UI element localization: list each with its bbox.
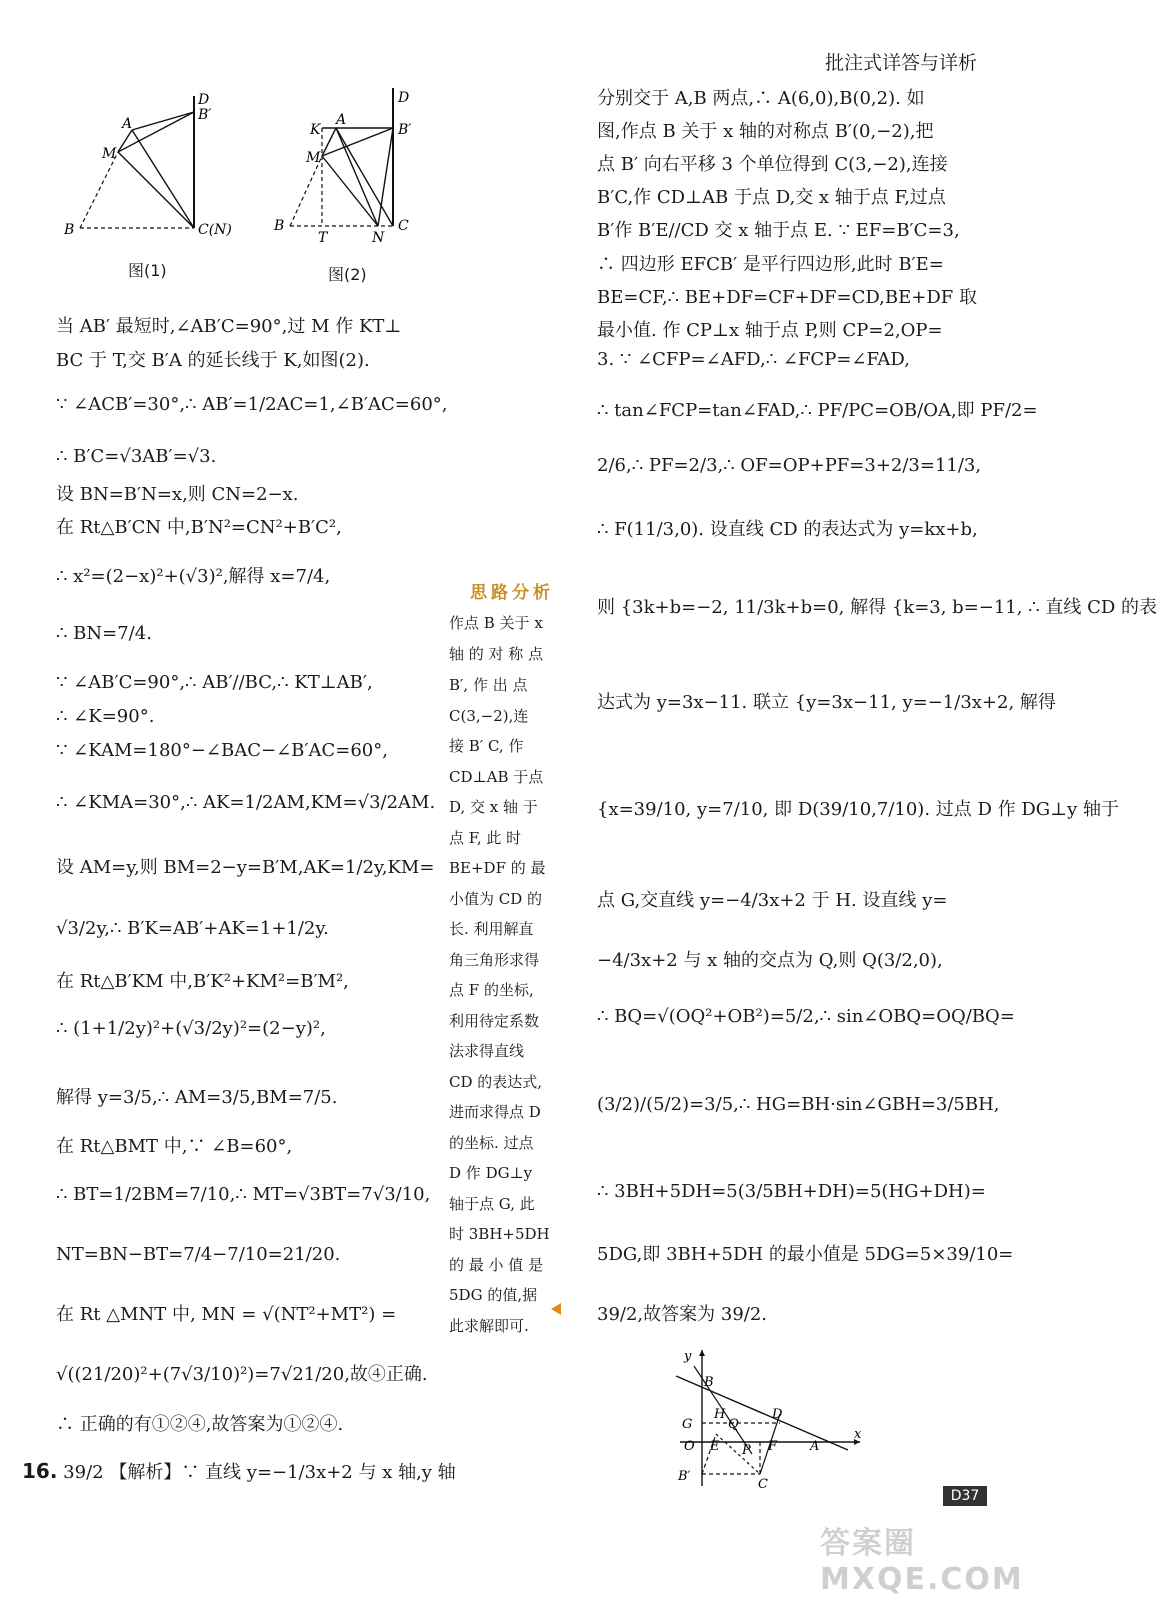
fig1-label-A: A <box>122 116 133 132</box>
left-line: BC 于 T,交 B′A 的延长线于 K,如图(2). <box>56 350 370 371</box>
figure-2-caption: 图(2) <box>328 265 367 284</box>
left-line: ∴ 正确的有①②④,故答案为①②④. <box>56 1414 344 1435</box>
sidebar-arrow-icon <box>551 1303 561 1315</box>
fig3-label-D: D <box>772 1407 783 1422</box>
sidebar-line: D 作 DG⊥y <box>449 1164 533 1182</box>
sidebar-line: C(3,−2),连 <box>449 707 529 725</box>
right-line: BE=CF,∴ BE+DF=CF+DF=CD,BE+DF 取 <box>597 287 977 308</box>
watermark: 答案圈 MXQE.COM <box>820 1526 1024 1597</box>
right-line: B′作 B′E//CD 交 x 轴于点 E. ∵ EF=B′C=3, <box>597 220 960 241</box>
figure-1-caption: 图(1) <box>128 261 167 280</box>
left-line: ∴ BT=1/2BM=7/10,∴ MT=√3BT=7√3/10, <box>56 1184 431 1205</box>
fig3-label-A: A <box>810 1439 820 1454</box>
right-line: 5DG,即 3BH+5DH 的最小值是 5DG=5×39/10= <box>597 1244 1014 1265</box>
left-line: ∴ ∠K=90°. <box>56 706 155 727</box>
left-line: ∴ B′C=√3AB′=√3. <box>56 446 217 467</box>
left-line: √3/2y,∴ B′K=AB′+AK=1+1/2y. <box>56 918 329 939</box>
sidebar-line: CD 的表达式, <box>449 1073 543 1091</box>
left-line: ∵ ∠KAM=180°−∠BAC−∠B′AC=60°, <box>56 740 388 761</box>
right-line: (3/2)/(5/2)=3/5,∴ HG=BH·sin∠GBH=3/5BH, <box>597 1094 1000 1115</box>
sidebar-line: 角三角形求得 <box>449 951 540 969</box>
left-line: ∵ ∠ACB′=30°,∴ AB′=1/2AC=1,∠B′AC=60°, <box>56 394 448 415</box>
right-line: 点 B′ 向右平移 3 个单位得到 C(3,−2),连接 <box>597 154 948 175</box>
left-line: ∴ BN=7/4. <box>56 623 152 644</box>
left-line: ∴ ∠KMA=30°,∴ AK=1/2AM,KM=√3/2AM. <box>56 792 436 813</box>
fig3-label-y: y <box>684 1349 692 1364</box>
fig1-label-D: D <box>198 92 210 108</box>
figure-2 <box>270 84 430 254</box>
fig3-label-C: C <box>758 1477 768 1492</box>
right-line: −4/3x+2 与 x 轴的交点为 Q,则 Q(3/2,0), <box>597 950 943 971</box>
right-line: 2/6,∴ PF=2/3,∴ OF=OP+PF=3+2/3=11/3, <box>597 455 982 476</box>
right-line: ∴ F(11/3,0). 设直线 CD 的表达式为 y=kx+b, <box>597 519 978 540</box>
fig2-label-M: M <box>306 150 321 166</box>
right-line: ∴ 四边形 EFCB′ 是平行四边形,此时 B′E= <box>597 254 944 275</box>
left-line: 在 Rt△B′KM 中,B′K²+KM²=B′M², <box>56 971 349 992</box>
sidebar-line: 轴 的 对 称 点 <box>449 645 544 663</box>
right-line: 分别交于 A,B 两点,∴ A(6,0),B(0,2). 如 <box>597 88 925 109</box>
fig2-label-B: B <box>274 218 285 234</box>
sidebar-line: 5DG 的值,据 <box>449 1286 538 1304</box>
sidebar-line: B′, 作 出 点 <box>449 676 528 694</box>
fig3-label-O: O <box>684 1439 695 1454</box>
sidebar-line: BE+DF 的 最 <box>449 859 546 877</box>
fig1-label-B: B <box>64 222 75 238</box>
sidebar-line: 此求解即可. <box>449 1317 529 1335</box>
sidebar-line: 利用待定系数 <box>449 1012 540 1030</box>
page-header: 批注式详答与详析 <box>824 52 977 74</box>
sidebar-line: 长. 利用解直 <box>449 920 534 938</box>
figure-1 <box>60 90 250 250</box>
fig2-label-K: K <box>310 122 321 138</box>
right-line: 图,作点 B 关于 x 轴的对称点 B′(0,−2),把 <box>597 121 934 142</box>
question-number: 16. <box>22 1459 58 1483</box>
sidebar-line: 法求得直线 <box>449 1042 525 1060</box>
right-line: B′C,作 CD⊥AB 于点 D,交 x 轴于点 F,过点 <box>597 187 946 208</box>
sidebar-line: 小值为 CD 的 <box>449 890 543 908</box>
left-line: 设 AM=y,则 BM=2−y=B′M,AK=1/2y,KM= <box>56 857 435 878</box>
sidebar-line: 点 F 的坐标, <box>449 981 534 999</box>
fig1-label-C: C(N) <box>198 222 232 238</box>
sidebar-title: 思路分析 <box>470 583 554 603</box>
sidebar-line: 的 最 小 值 是 <box>449 1256 544 1274</box>
fig2-label-T: T <box>318 230 328 246</box>
right-line: 最小值. 作 CP⊥x 轴于点 P,则 CP=2,OP= <box>597 320 943 341</box>
page-number: D37 <box>943 1486 987 1506</box>
question-text: 【解析】∵ 直线 y=−1/3x+2 与 x 轴,y 轴 <box>109 1462 456 1483</box>
sidebar-line: 时 3BH+5DH <box>449 1225 550 1243</box>
fig2-label-N: N <box>372 230 385 246</box>
fig1-label-Bp: B′ <box>198 107 212 123</box>
left-line: ∴ x²=(2−x)²+(√3)²,解得 x=7/4, <box>56 566 331 587</box>
fig3-label-x: x <box>854 1427 862 1442</box>
left-line: 在 Rt△BMT 中,∵ ∠B=60°, <box>56 1136 293 1157</box>
right-line: ∴ tan∠FCP=tan∠FAD,∴ PF/PC=OB/OA,即 PF/2= <box>597 400 1038 421</box>
sidebar-line: 接 B′ C, 作 <box>449 737 524 755</box>
left-line: √((21/20)²+(7√3/10)²)=7√21/20,故④正确. <box>56 1364 428 1385</box>
sidebar-line: 点 F, 此 时 <box>449 829 522 847</box>
fig2-label-Bp: B′ <box>398 122 412 138</box>
left-line: ∴ (1+1/2y)²+(√3/2y)²=(2−y)², <box>56 1018 326 1039</box>
sidebar-line: 轴于点 G, 此 <box>449 1195 535 1213</box>
figure-3 <box>672 1346 872 1492</box>
fig3-label-E: E <box>710 1439 720 1454</box>
fig3-label-H: H <box>714 1407 726 1422</box>
right-line: 达式为 y=3x−11. 联立 {y=3x−11, y=−1/3x+2, 解得 <box>597 692 1056 713</box>
fig3-label-B: B <box>704 1375 714 1390</box>
right-line: ∴ BQ=√(OQ²+OB²)=5/2,∴ sin∠OBQ=OQ/BQ= <box>597 1006 1015 1027</box>
fig2-label-D: D <box>398 90 410 106</box>
fig3-label-F: F <box>768 1439 778 1454</box>
fig3-label-Bp: B′ <box>678 1469 691 1484</box>
fig3-label-Q: Q <box>728 1417 739 1432</box>
right-line: {x=39/10, y=7/10, 即 D(39/10,7/10). 过点 D 作 DG⊥y 轴于 <box>597 799 1119 820</box>
sidebar-line: 进而求得点 D <box>449 1103 541 1121</box>
sidebar-line: 作点 B 关于 x <box>449 614 543 632</box>
left-line: 在 Rt △MNT 中, MN = √(NT²+MT²) = <box>56 1304 397 1325</box>
left-line: NT=BN−BT=7/4−7/10=21/20. <box>56 1244 341 1265</box>
left-line: 当 AB′ 最短时,∠AB′C=90°,过 M 作 KT⊥ <box>56 316 402 337</box>
left-line: ∵ ∠AB′C=90°,∴ AB′//BC,∴ KT⊥AB′, <box>56 672 373 693</box>
left-line: 解得 y=3/5,∴ AM=3/5,BM=7/5. <box>56 1087 338 1108</box>
sidebar-line: D, 交 x 轴 于 <box>449 798 538 816</box>
fig2-label-C: C <box>398 218 409 234</box>
fig2-label-A: A <box>336 112 347 128</box>
right-line: 3. ∵ ∠CFP=∠AFD,∴ ∠FCP=∠FAD, <box>597 349 910 370</box>
right-line: 则 {3k+b=−2, 11/3k+b=0, 解得 {k=3, b=−11, ∴ 直线 CD 的表 <box>597 597 1157 618</box>
question-answer: 39/2 <box>63 1462 104 1483</box>
sidebar-line: 的坐标. 过点 <box>449 1134 534 1152</box>
right-line: 点 G,交直线 y=−4/3x+2 于 H. 设直线 y= <box>597 890 948 911</box>
left-line: 在 Rt△B′CN 中,B′N²=CN²+B′C², <box>56 517 342 538</box>
right-line: ∴ 3BH+5DH=5(3/5BH+DH)=5(HG+DH)= <box>597 1181 986 1202</box>
question-16 <box>22 1458 456 1484</box>
fig1-label-M: M <box>102 146 117 162</box>
fig3-label-P: P <box>742 1443 751 1458</box>
right-line: 39/2,故答案为 39/2. <box>597 1304 768 1325</box>
fig3-label-G: G <box>682 1417 693 1432</box>
left-line: 设 BN=B′N=x,则 CN=2−x. <box>56 484 299 505</box>
sidebar-line: CD⊥AB 于点 <box>449 768 544 786</box>
